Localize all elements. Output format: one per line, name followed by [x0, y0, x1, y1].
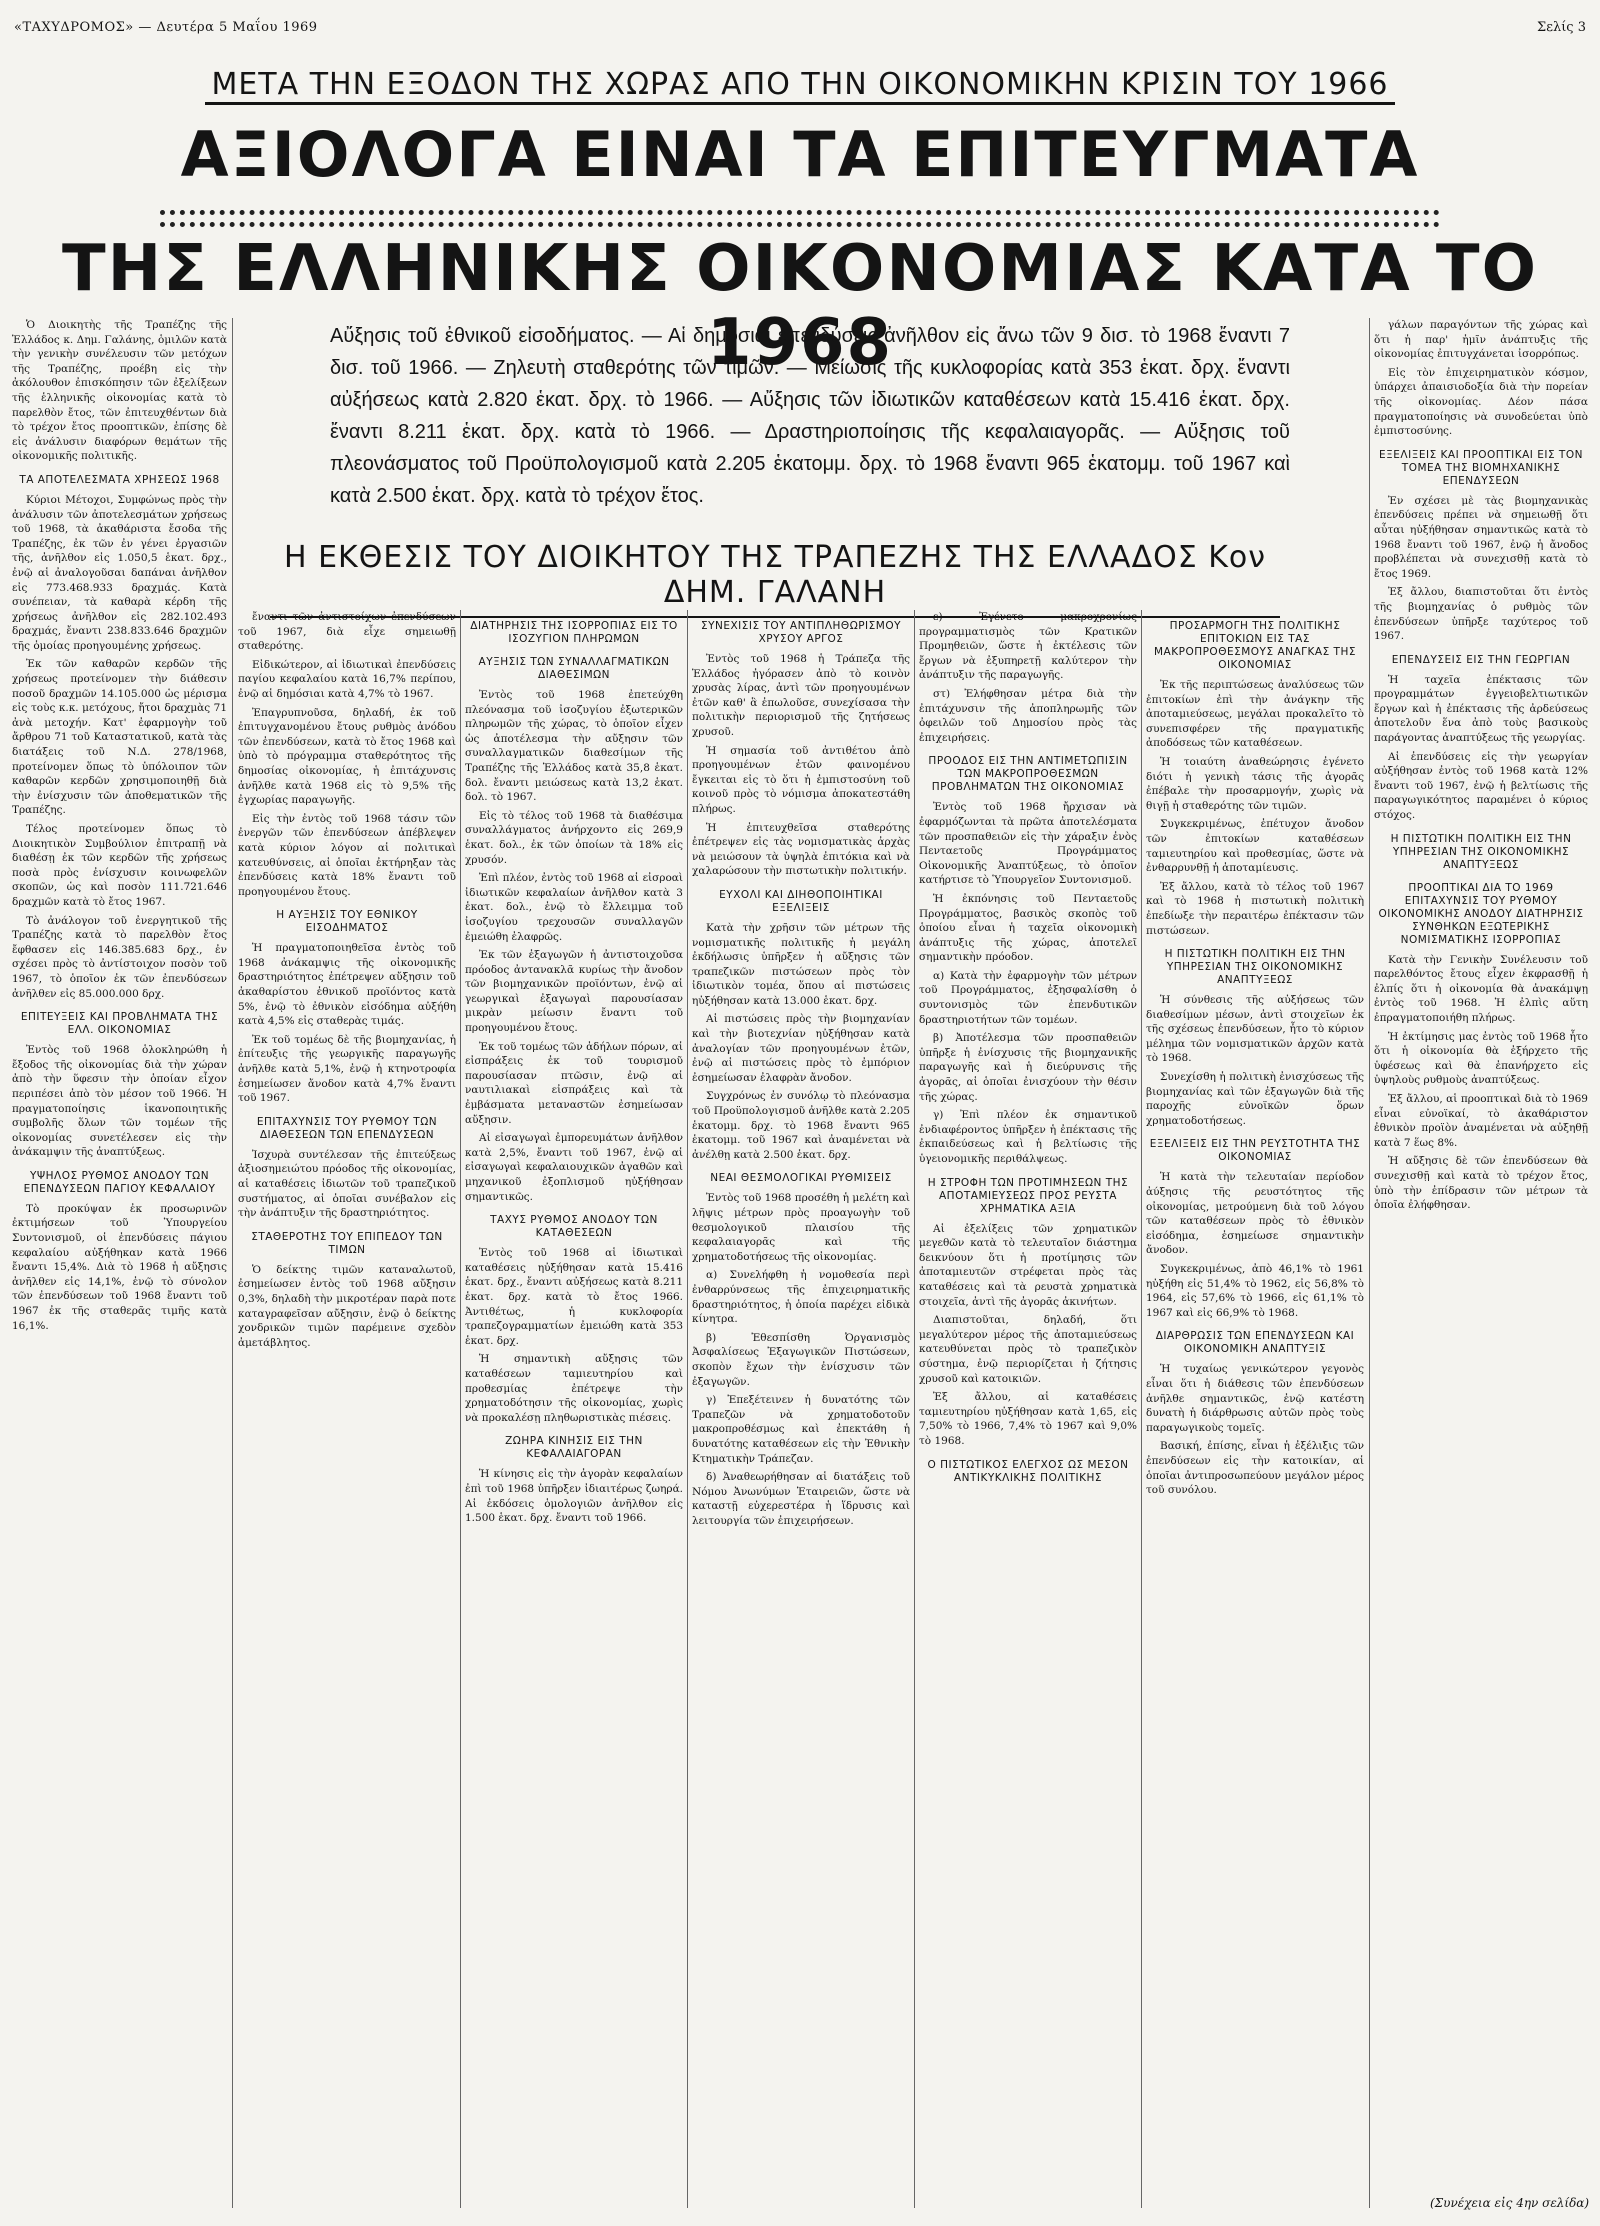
section-heading: ΠΡΟΟΠΤΙΚΑΙ ΔΙΑ ΤΟ 1969 ΕΠΙΤΑΧΥΝΣΙΣ ΤΟΥ ΡΥΘΜΟΥ ΟΙΚΟΝΟΜΙΚΗΣ ΑΝΟΔΟΥ ΔΙΑΤΗΡΗΣΙΣ ΣΥΝΘΗΚΩΝ ΕΞΩΤΕΡΙΚΗΣ ΝΟΜΙΣΜΑΤΙΚΗΣ ΙΣΟΡΡΟΠΙΑΣ [1378, 881, 1584, 946]
article-column-7 [1374, 318, 1588, 2208]
paragraph: Ἐκ τοῦ τομέως τῶν ἀδήλων πόρων, αἱ εἰσπράξεις ἐκ τοῦ τουρισμοῦ παρουσίασαν πτῶσιν, ἐνῷ αἱ ναυτιλιακαὶ εἰσπράξεις καὶ τὰ ἐμβάσματα μεταναστῶν ἐσημείωσαν αὔξησιν. [465, 1040, 683, 1126]
paragraph: Αἱ εἰσαγωγαὶ ἐμπορευμάτων ἀνῆλθον κατὰ 2,5%, ἔναντι τοῦ 1967, ἐνῷ αἱ εἰσαγωγαὶ κεφαλαιουχικῶν ἀγαθῶν καὶ μηχανικοῦ ἐξοπλισμοῦ ηὐξήθησαν σημαντικῶς. [465, 1132, 683, 1203]
section-heading: ΑΥΞΗΣΙΣ ΤΩΝ ΣΥΝΑΛΛΑΓΜΑΤΙΚΩΝ ΔΙΑΘΕΣΙΜΩΝ [478, 656, 670, 681]
section-heading: ΕΠΙΤΕΥΞΕΙΣ ΚΑΙ ΠΡΟΒΛΗΜΑΤΑ ΤΗΣ ΕΛΛ. ΟΙΚΟΝΟΜΙΑΣ [20, 1011, 219, 1037]
section-heading: ΕΥΧΟΛΙ ΚΑΙ ΔΙΗΘΟΠΟΙΗΤΙΚΑΙ ΕΞΕΛΙΞΕΙΣ [719, 888, 883, 914]
paragraph: Ἐντὸς τοῦ 1968 ἤρχισαν νὰ ἐφαρμόζωνται τὰ πρῶτα ἀποτελέσματα τῶν προσπαθειῶν εἰς τὴν χάραξιν ἐνὸς Πενταετοῦς Προγράμματος Οἰκονομικῆς Ἀναπτύξεως, τὸ ὁποῖον κατήρτισε τὸ Ὑπουργεῖον Συντονισμοῦ. [919, 801, 1137, 887]
masthead-date: «ΤΑΧΥΔΡΟΜΟΣ» — Δευτέρα 5 Μαΐου 1969 [14, 20, 318, 35]
article-column-4 [692, 610, 910, 2208]
paragraph: Αἱ ἐξελίξεις τῶν χρηματικῶν μεγεθῶν κατὰ τὸ τελευταῖον διάστημα δεικνύουν ὅτι ἡ προτίμησις τῶν ἀποταμιευτῶν στρέφεται πρὸς τὰς καταθέσεις καὶ τὰ ρευστὰ χρηματικὰ στοιχεῖα, ἀντὶ τῆς ἀγορᾶς ἀκινήτων. [919, 1222, 1137, 1308]
article-column-1 [12, 318, 227, 2208]
paragraph: Κατὰ τὴν Γενικὴν Συνέλευσιν τοῦ παρελθόντος ἔτους εἶχεν ἐκφρασθῇ ἡ ἐλπίς ὅτι ἡ οἰκονομία θὰ ἀνακάμψῃ ἐντὸς τοῦ 1968. Ἡ ἐλπὶς αὕτη ἐπραγματοποιήθη πλήρως. [1374, 953, 1588, 1024]
paragraph: Ἐπαγρυπνοῦσα, δηλαδή, ἐκ τοῦ ἐπιτυγχανομένου ἔτους ρυθμὸς ἀνόδου τῶν ἐπενδύσεων, κατὰ τὸ ἔτος 1968 καὶ ὑπὸ τὸ πρόγραμμα σταθερότητος τῆς δημοσίας οἰκονομίας, ἡ ἐπιτάχυνσις ἀνῆλθε κατὰ 1968 εἰς τὸ 9,5% τῆς ἐγχωρίας παραγωγῆς. [238, 706, 456, 807]
paragraph: Ἐξ ἄλλου, αἱ καταθέσεις ταμιευτηρίου ηὐξήθησαν κατὰ 1,65, εἰς 7,50% τὸ 1966, 7,4% τὸ 1967 καὶ 9,0% τὸ 1968. [919, 1391, 1137, 1447]
paragraph: Ἡ αὔξησις δὲ τῶν ἐπενδύσεων θὰ συνεχισθῇ καὶ κατὰ τὸ τρέχον ἔτος, ὑπὸ τὴν ἐπίδρασιν τῶν μέτρων τὰ ὁποῖα ἐλήφθησαν. [1374, 1155, 1588, 1212]
column-divider [914, 610, 915, 2208]
paragraph: Ἡ τυχαίως γενικώτερον γεγονὸς εἶναι ὅτι ἡ διάθεσις τῶν ἐπενδύσεων ἀνῆλθε σημαντικῶς, ἐνῷ κατέστη δυνατὴ ἡ διάρθρωσις αὐτῶν πρὸς τοὺς παραγωγικοὺς τομεῖς. [1146, 1363, 1364, 1434]
section-heading: ΔΙΑΡΘΡΩΣΙΣ ΤΩΝ ΕΠΕΝΔΥΣΕΩΝ ΚΑΙ ΟΙΚΟΝΟΜΙΚΗ ΑΝΑΠΤΥΞΙΣ [1155, 1330, 1355, 1356]
section-heading: ΤΑ ΑΠΟΤΕΛΕΣΜΑΤΑ ΧΡΗΣΕΩΣ 1968 [19, 473, 220, 486]
paragraph: Κατὰ τὴν χρῆσιν τῶν μέτρων τῆς νομισματικῆς πολιτικῆς ἡ μεγάλη ἐκδήλωσις ὑπῆρξεν ἡ αὔξησις τῶν τραπεζικῶν πιστώσεων πρὸς τὸν ἰδιωτικὸν τομέα, ὅπου αἱ πιστώσεις ηὐξήθησαν κατὰ 13.000 ἑκατ. δρχ. [692, 921, 910, 1007]
paragraph: Ἡ σημαντικὴ αὔξησις τῶν καταθέσεων ταμιευτηρίου καὶ προθεσμίας ἐπέτρεψε τὴν χρηματοδότησιν τῆς οἰκονομίας, χωρὶς νὰ προκαλέσῃ πληθωριστικὰς πιέσεις. [465, 1353, 683, 1424]
paragraph: δ) Ἀναθεωρήθησαν αἱ διατάξεις τοῦ Νόμου Ἀνωνύμων Ἑταιρειῶν, ὥστε νὰ καταστῇ εὐχερεστέρα ἡ ἵδρυσις καὶ λειτουργία τῶν ἐπιχειρήσεων. [692, 1471, 910, 1527]
section-heading: Ο ΠΙΣΤΩΤΙΚΟΣ ΕΛΕΓΧΟΣ ΩΣ ΜΕΣΟΝ ΑΝΤΙΚΥΚΛΙΚΗΣ ΠΟΛΙΤΙΚΗΣ [927, 1458, 1129, 1484]
paragraph: Αἱ πιστώσεις πρὸς τὴν βιομηχανίαν καὶ τὴν βιοτεχνίαν ηὐξήθησαν κατὰ ἀναλογίαν τῶν προηγουμένων ἐτῶν, ἐνῷ αἱ πιστώσεις πρὸς τὸ ἐμπόριον ἐσημείωσαν ἐλαφρὰν ἄνοδον. [692, 1013, 910, 1084]
paragraph: Ἡ κατὰ τὴν τελευταίαν περίοδον ἀύξησις τῆς ρευστότητος τῆς οἰκονομίας, μετρούμενη διὰ τοῦ λόγου τῶν καταθέσεων πρὸς τὸ ἐθνικὸν εἰσόδημα, ἐσημείωσε σημαντικὴν ἄνοδον. [1146, 1171, 1364, 1257]
column-divider [1369, 318, 1370, 2208]
section-heading: ΕΞΕΛΙΞΕΙΣ ΕΙΣ ΤΗΝ ΡΕΥΣΤΟΤΗΤΑ ΤΗΣ ΟΙΚΟΝΟΜΙΑΣ [1149, 1138, 1361, 1164]
paragraph: γ) Ἐπεξέτεινεν ἡ δυνατότης τῶν Τραπεζῶν νὰ χρηματοδοτοῦν μακροπροθέσμως καὶ ἐπεκτάθη ἡ δυνατότης καταθέσεων εἰς τὴν Ἐθνικὴν Κτηματικὴν Τράπεζαν. [692, 1394, 910, 1465]
paragraph: Ἐκ τῶν ἐξαγωγῶν ἡ ἀντιστοιχοῦσα πρόοδος ἀντανακλᾶ κυρίως τὴν ἄνοδον τῶν βιομηχανικῶν προϊόντων, ἐνῷ αἱ γεωργικαὶ ἐξαγωγαὶ παρουσίασαν μικρὰν μείωσιν ἔναντι τοῦ προηγουμένου ἔτους. [465, 949, 683, 1035]
article-column-2 [238, 610, 456, 2208]
headline-divider-2 [160, 222, 1440, 227]
paragraph: στ) Ἐλήφθησαν μέτρα διὰ τὴν ἐπιτάχυνσιν τῆς ἀποπληρωμῆς τῶν ὀφειλῶν τοῦ Δημοσίου πρὸς τὰς ἐπιχειρήσεις. [919, 687, 1137, 744]
paragraph: Αἱ ἐπενδύσεις εἰς τὴν γεωργίαν αὐξήθησαν ἐντὸς τοῦ 1968 κατὰ 12% ἔναντι τοῦ 1967, ἐνῷ ἡ βελτίωσις τῆς παραγωγικότητος παραμένει ὁ κύριος στόχος. [1374, 750, 1588, 822]
section-heading: ΕΞΕΛΙΞΕΙΣ ΚΑΙ ΠΡΟΟΠΤΙΚΑΙ ΕΙΣ ΤΟΝ ΤΟΜΕΑ ΤΗΣ ΒΙΟΜΗΧΑΝΙΚΗΣ ΕΠΕΝΔΥΣΕΩΝ [1379, 448, 1583, 487]
paragraph: γ) Ἐπὶ πλέον ἐκ σημαντικοῦ ἐνδιαφέροντος ὑπῆρξεν ἡ ἐπέκτασις τῆς ἐκπαιδεύσεως καὶ ἡ βελτίωσις τῆς ὑγειονομικῆς περιθάλψεως. [919, 1109, 1137, 1165]
section-heading: ΥΨΗΛΟΣ ΡΥΘΜΟΣ ΑΝΟΔΟΥ ΤΩΝ ΕΠΕΝΔΥΣΕΩΝ ΠΑΓΙΟΥ ΚΕΦΑΛΑΙΟΥ [23, 1169, 216, 1195]
section-heading: ΝΕΑΙ ΘΕΣΜΟΛΟΓΙΚΑΙ ΡΥΘΜΙΣΕΙΣ [710, 1172, 892, 1185]
section-heading: ΕΠΕΝΔΥΣΕΙΣ ΕΙΣ ΤΗΝ ΓΕΩΡΓΙΑΝ [1391, 653, 1571, 666]
paragraph: Ἐκ τῶν καθαρῶν κερδῶν τῆς χρήσεως προτείνομεν τὴν διάθεσιν ποσοῦ δραχμῶν 14.105.000 ὡς μέρισμα εἰς τοὺς κ.κ. μετόχους, ἤτοι δραχμὰς 71 ἀνὰ μετοχήν. Κατ' ἐφαρμογὴν τοῦ ἄρθρου 71 τοῦ Καταστατικοῦ, κατὰ τὰς διατάξεις τοῦ Ν.Δ. 278/1968, προτείνομεν ὅπως τὸ ὑπόλοιπον τῶν καθαρῶν κερδῶν χρησιμοποιηθῇ διὰ τὴν ἐνίσχυσιν τῶν ἀποθεματικῶν τῆς Τραπέζης. [12, 658, 227, 817]
paragraph: Διαπιστοῦται, δηλαδή, ὅτι μεγαλύτερον μέρος τῆς ἀποταμιεύσεως κατευθύνεται πρὸς τὸ τραπεζικὸν σύστημα, ἐνῷ περιορίζεται ἡ ζήτησις χρυσοῦ καὶ κατοικιῶν. [919, 1314, 1137, 1385]
subheadline: Αὔξησις τοῦ ἐθνικοῦ εἰσοδήματος. — Αἱ δημόσιαι ἐπενδύσεις ἀνῆλθον εἰς ἄνω τῶν 9 δισ. τὸ 1968 ἔναντι 7 δισ. τοῦ 1966. — Ζηλευτὴ σταθερότης τῶν τιμῶν. — Μείωσις τῆς κυκλοφορίας κατὰ 353 ἑκατ. δρχ. ἔναντι αὐξήσεως κατὰ 2.820 ἑκατ. δρχ. τὸ 1966. — Αὔξησις τῶν ἰδιωτικῶν καταθέσεων κατὰ 15.416 ἑκατ. δρχ. ἔναντι 8.211 ἑκατ. δρχ. κατὰ τὸ 1966. — Δραστηριοποίησις τῆς κεφαλαιαγορᾶς. — Αὔξησις τοῦ πλεονάσματος τοῦ Προϋπολογισμοῦ κατὰ 2.205 ἑκατομμ. δρχ. τὸ 1968 ἔναντι 965 ἑκατομμ. τοῦ 1967 καὶ κατὰ 2.500 ἑκατ. δρχ. κατὰ τὸ τρέχον ἔτος. [330, 325, 1290, 507]
paragraph: Ἡ σημασία τοῦ ἀντιθέτου ἀπὸ προηγουμένων ἐτῶν φαινομένου ἔγκειται εἰς τὸ ὅτι ἡ ἐμπιστοσύνη τοῦ κοινοῦ πρὸς τὸ νόμισμα ἀποκατεστάθη πλήρως. [692, 744, 910, 815]
section-heading: Η ΠΙΣΤΩΤΙΚΗ ΠΟΛΙΤΙΚΗ ΕΙΣ ΤΗΝ ΥΠΗΡΕΣΙΑΝ ΤΗΣ ΟΙΚΟΝΟΜΙΚΗΣ ΑΝΑΠΤΥΞΕΩΣ [1390, 832, 1572, 871]
section-heading: Η ΣΤΡΟΦΗ ΤΩΝ ΠΡΟΤΙΜΗΣΕΩΝ ΤΗΣ ΑΠΟΤΑΜΙΕΥΣΕΩΣ ΠΡΟΣ ΡΕΥΣΤΑ ΧΡΗΜΑΤΙΚΑ ΑΞΙΑ [927, 1176, 1129, 1215]
article-column-3 [465, 610, 683, 2208]
column-divider [1141, 610, 1142, 2208]
paragraph: Ἐν σχέσει μὲ τὰς βιομηχανικὰς ἐπενδύσεις πρέπει νὰ σημειωθῇ ὅτι αὗται ηὐξήθησαν σημαντικῶς κατὰ τὸ 1968 ἔναντι τοῦ 1967, ἐνῷ ἡ ἄνοδος προβλέπεται νὰ συνεχισθῇ κατὰ τὸ ἔτος 1969. [1374, 494, 1588, 580]
section-heading: Η ΠΙΣΤΩΤΙΚΗ ΠΟΛΙΤΙΚΗ ΕΙΣ ΤΗΝ ΥΠΗΡΕΣΙΑΝ ΤΗΣ ΟΙΚΟΝΟΜΙΚΗΣ ΑΝΑΠΤΥΞΕΩΣ [1164, 948, 1346, 987]
section-heading: ΠΡΟΣΑΡΜΟΓΗ ΤΗΣ ΠΟΛΙΤΙΚΗΣ ΕΠΙΤΟΚΙΩΝ ΕΙΣ ΤΑΣ ΜΑΚΡΟΠΡΟΘΕΣΜΟΥΣ ΑΝΑΓΚΑΣ ΤΗΣ ΟΙΚΟΝΟΜΙΑΣ [1153, 620, 1356, 671]
section-heading: ΖΩΗΡΑ ΚΙΝΗΣΙΣ ΕΙΣ ΤΗΝ ΚΕΦΑΛΑΙΑΓΟΡΑΝ [505, 1435, 643, 1461]
paragraph: Συνεχίσθη ἡ πολιτικὴ ἐνισχύσεως τῆς βιομηχανίας καὶ τῶν ἐξαγωγῶν διὰ τῆς παροχῆς εὐνοϊκῶν ὅρων χρηματοδοτήσεως. [1146, 1071, 1364, 1127]
paragraph: Συγκεκριμένως, ἀπὸ 46,1% τὸ 1961 ηὐξήθη εἰς 51,4% τὸ 1962, εἰς 56,8% τὸ 1964, εἰς 57,6% τὸ 1966, εἰς 61,1% τὸ 1967 καὶ εἰς 66,9% τὸ 1968. [1146, 1263, 1364, 1319]
paragraph: ε) Ἐγένετο μακροχρονίως προγραμματισμὸς τῶν Κρατικῶν Προμηθειῶν, ὥστε ἡ ἐκτέλεσις τῶν ἔργων νὰ ἐξυπηρετῇ καλύτερον τὴν ἀνάπτυξιν τῆς παραγωγῆς. [919, 611, 1137, 682]
paragraph: α) Κατὰ τὴν ἐφαρμογὴν τῶν μέτρων τοῦ Προγράμματος, ἐξησφαλίσθη ὁ συντονισμὸς τῶν ἐπενδυτικῶν δραστηριοτήτων τῶν τομέων. [919, 969, 1137, 1026]
article-column-5 [919, 610, 1137, 2208]
paragraph: Ἡ πραγματοποιηθεῖσα ἐντὸς τοῦ 1968 ἀνάκαμψις τῆς οἰκονομικῆς δραστηριότητος ἐπέτρεψεν αὔξησιν τοῦ ἀκαθαρίστου ἐθνικοῦ προϊόντος κατὰ 5%, ἐνῷ τὸ ἐθνικὸν εἰσόδημα αὐξήθη κατὰ 4,5% εἰς σταθερὰς τιμάς. [238, 942, 456, 1028]
paragraph: Ἰσχυρὰ συντέλεσαν τῆς ἐπιτεύξεως ἀξιοσημειώτου πρόοδος τῆς οἰκονομίας, αἱ καταθέσεις ἰδιωτῶν τοῦ τραπεζικοῦ συστήματος, αἱ ὁποῖαι συνέβαλον εἰς τὴν ἀνάπτυξιν τῆς δραστηριότητος. [238, 1148, 456, 1220]
section-heading: ΤΑΧΥΣ ΡΥΘΜΟΣ ΑΝΟΔΟΥ ΤΩΝ ΚΑΤΑΘΕΣΕΩΝ [490, 1214, 658, 1240]
paragraph: Κύριοι Μέτοχοι, Συμφώνως πρὸς τὴν ἀνάλυσιν τῶν ἀποτελεσμάτων χρήσεως τοῦ 1968, τὰ ἀκαθάριστα ἔσοδα τῆς Τραπέζης, ἐκ τῶν ἐν γένει ἐργασιῶν τῆς, ἀνῆλθον εἰς 1.050,5 ἑκατ. δρχ., ἐνῷ αἱ ἀναλογοῦσαι δαπάναι ἀνῆλθον εἰς 773.468.933 δραχμάς. Κατὰ συνέπειαν, τὰ καθαρὰ κέρδη τῆς χρήσεως ἀνῆλθον εἰς 282.102.493 δραχμάς, ἔναντι 238.833.646 δραχμῶν τῆς ὁμοίας προηγουμένης χρήσεως. [12, 493, 227, 652]
paragraph: Τὸ ἀνάλογον τοῦ ἐνεργητικοῦ τῆς Τραπέζης κατὰ τὸ παρελθὸν ἔτος ἔφθασεν εἰς 146.385.683 δρχ., ἐν σχέσει πρὸς τὸ ἀντίστοιχον ποσὸν τοῦ 1967, τὸ ὁποῖον ἐκ τῶν ἐπενδύσεων ἀνῆλθεν εἰς 85.000.000 δρχ. [12, 914, 227, 1000]
article-column-6 [1146, 610, 1364, 2208]
paragraph: Ἡ ταχεῖα ἐπέκτασις τῶν προγραμμάτων ἐγγειοβελτιωτικῶν ἔργων καὶ ἡ ἐπέκτασις τῆς ἀρδεύσεως ἀποτελοῦν ἕνα ἀπὸ τοὺς βασικοὺς παράγοντας ἀναπτύξεως τῆς γεωργίας. [1374, 673, 1588, 745]
paragraph: Συγκεκριμένως, ἐπέτυχον ἄνοδον τῶν ἐπιτοκίων καταθέσεων ταμιευτηρίου καὶ προθεσμίας, ὥστε νὰ ἐνθαρρυνθῇ ἡ ἀποταμίευσις. [1146, 818, 1364, 875]
column-divider [460, 610, 461, 2208]
paragraph: Εἰς τὸν ἐπιχειρηματικὸν κόσμον, ὑπάρχει ἀπαισιοδοξία διὰ τὴν πορείαν τῆς οἰκονομίας. Δέον πάσα πραγματοποίησις νὰ συνοδεύεται ὑπὸ ἐμπιστοσύνης. [1374, 366, 1588, 438]
paragraph: Ἐντὸς τοῦ 1968 ὁλοκληρώθη ἡ ἔξοδος τῆς οἰκονομίας διὰ τὴν χώραν ἀπὸ τὴν ὕφεσιν τὴν ὁποίαν εἶχον περιπέσει ἀπὸ τὸν μέσον τοῦ 1966. Ἡ πραγματοποίησις ἱκανοποιητικῆς συμβολῆς ὅλων τῶν τομέων τῆς οἰκονομίας συνετέλεσεν εἰς τὴν ἀνάκαμψιν τῆς ἀναπτύξεως. [12, 1044, 227, 1159]
column-divider [687, 610, 688, 2208]
section-heading: ΣΤΑΘΕΡΟΤΗΣ ΤΟΥ ΕΠΙΠΕΔΟΥ ΤΩΝ ΤΙΜΩΝ [251, 1230, 443, 1256]
paragraph: Ἐκ τῆς περιπτώσεως ἀναλύσεως τῶν ἐπιτοκίων ἐπὶ τὴν ἀνάγκην τῆς ἀποταμιεύσεως, μεγάλαι προκαλεῖτο τὸ συνεπισφέρεν τῆς πραγματικῆς ἀποδόσεως τῶν καταθέσεων. [1146, 679, 1364, 750]
paragraph: β) Ἀποτέλεσμα τῶν προσπαθειῶν ὑπῆρξε ἡ ἐνίσχυσις τῆς βιομηχανικῆς παραγωγῆς καὶ ἡ διεύρυνσις τῆς ἀγορᾶς, αἱ ὁποῖαι ἐνισχύουν τὴν θέσιν τῆς χώρας. [919, 1032, 1137, 1103]
paragraph: Ἐξ ἄλλου, διαπιστοῦται ὅτι ἐντὸς τῆς βιομηχανίας ὁ ρυθμὸς τῶν ἐπενδύσεων ὑπῆρξε ταχύτερος τοῦ 1967. [1374, 586, 1588, 643]
main-headline-line-1: ΑΞΙΟΛΟΓΑ ΕΙΝΑΙ ΤΑ ΕΠΙΤΕΥΓΜΑΤΑ [180, 118, 1420, 191]
kicker-headline: ΜΕΤΑ ΤΗΝ ΕΞΟΔΟΝ ΤΗΣ ΧΩΡΑΣ ΑΠΟ ΤΗΝ ΟΙΚΟΝΟΜΙΚΗΝ ΚΡΙΣΙΝ ΤΟΥ 1966 [0, 67, 1600, 102]
main-headline-line-2: ΤΗΣ ΕΛΛΗΝΙΚΗΣ ΟΙΚΟΝΟΜΙΑΣ ΚΑΤΑ ΤΟ 1968 [62, 232, 1538, 380]
headline-divider [160, 210, 1440, 215]
paragraph: Εἰδικώτερον, αἱ ἰδιωτικαὶ ἐπενδύσεις παγίου κεφαλαίου κατὰ 16,7% περίπου, ἐνῷ αἱ δημόσιαι κατὰ 4,7% τὸ 1967. [238, 658, 456, 700]
report-banner: Η ΕΚΘΕΣΙΣ ΤΟΥ ΔΙΟΙΚΗΤΟΥ ΤΗΣ ΤΡΑΠΕΖΗΣ ΤΗΣ ΕΛΛΑΔΟΣ Κον ΔΗΜ. ΓΑΛΑΝΗ [270, 540, 1280, 618]
masthead [14, 14, 1586, 38]
paragraph: Ἐξ ἄλλου, κατὰ τὸ τέλος τοῦ 1967 καὶ τὸ 1968 ἡ πιστωτικὴ πολιτικὴ ἐπεδίωξε τὴν περαιτέρω ἐπέκτασιν τῶν πιστώσεων. [1146, 880, 1364, 937]
column-divider [232, 318, 233, 2208]
paragraph: Ἡ ἐκπόνησις τοῦ Πενταετοῦς Προγράμματος, βασικὸς σκοπὸς τοῦ ὁποίου εἶναι ἡ ταχεῖα οἰκονομικὴ ἀνάπτυξις τῆς χώρας, ἀποτελεῖ σημαντικὴν πρόοδον. [919, 892, 1137, 964]
section-heading: ΕΠΙΤΑΧΥΝΣΙΣ ΤΟΥ ΡΥΘΜΟΥ ΤΩΝ ΔΙΑΘΕΣΕΩΝ ΤΩΝ ΕΠΕΝΔΥΣΕΩΝ [256, 1115, 438, 1141]
paragraph: Ἡ ἐκτίμησις μας ἐντὸς τοῦ 1968 ἦτο ὅτι ἡ οἰκονομία θὰ ἐξήρχετο τῆς ὑφέσεως καὶ θὰ ἐπανήρχετο εἰς ὑψηλοὺς ρυθμοὺς ἀναπτύξεως. [1374, 1030, 1588, 1087]
paragraph: Τὸ προκύψαν ἐκ προσωρινῶν ἐκτιμήσεων τοῦ Ὑπουργείου Συντονισμοῦ, οἱ ἐπενδύσεις πάγιου κεφαλαίου αὐξήθηκαν κατὰ 1966 ἔναντι 15,4%. Διὰ τὸ 1968 ἡ αὔξησις ἀνῆλθεν εἰς 14,1%, ἐνῷ τὸ σύνολον τῶν ἐπενδύσεων τοῦ 1968 ἔναντι τοῦ 1967 ἐκ τῆς σταθερᾶς τιμῆς κατὰ 16,1%. [12, 1202, 227, 1332]
paragraph: Ἐντὸς τοῦ 1968 ἡ Τράπεζα τῆς Ἑλλάδος ἠγόρασεν ἀπὸ τὸ κοινὸν χρυσὰς λίρας, ἀντὶ τῶν προηγουμένων ἐτῶν καθ' ἃ ἐπωλοῦσε, συνεχίσασα τὴν πολιτικὴν περιορισμοῦ τῆς ζητήσεως χρυσοῦ. [692, 653, 910, 738]
paragraph: Εἰς τὴν ἐντὸς τοῦ 1968 τάσιν τῶν ἐνεργῶν τῶν ἐπενδύσεων ἀπέβλεψεν κατὰ κύριον λόγον αἱ πολιτικαὶ κατευθύνσεις, αἱ ὁποῖαι ἐκτήρηξαν τὰς ἐπενδύσεις κατὰ 18% ἔναντι τοῦ προηγουμένου ἔτους. [238, 812, 456, 898]
paragraph: Ἡ τοιαύτη ἀναθεώρησις ἐγένετο διότι ἡ γενικὴ τάσις τῆς ἀγορᾶς ἐπέβαλε τὴν προσαρμογήν, χωρὶς νὰ θιγῇ ἡ σταθερότης τῶν τιμῶν. [1146, 755, 1364, 812]
section-heading: ΔΙΑΤΗΡΗΣΙΣ ΤΗΣ ΙΣΟΡΡΟΠΙΑΣ ΕΙΣ ΤΟ ΙΣΟΖΥΓΙΟΝ ΠΛΗΡΩΜΩΝ [470, 620, 678, 645]
paragraph: Ἐντὸς τοῦ 1968 ἐπετεύχθη πλεόνασμα τοῦ ἰσοζυγίου ἐξωτερικῶν πληρωμῶν τῆς χώρας, τὸ ὁποῖον εἶχεν ὡς ἀποτέλεσμα τὴν αὔξησιν τῶν συναλλαγματικῶν διαθεσίμων τῆς Τραπέζης τῆς Ἑλλάδος κατὰ 35,8 ἑκατ. δολ. ἔναντι μειώσεως κατὰ 13,2 ἑκατ. δολ. τὸ 1967. [465, 689, 683, 804]
section-heading: ΣΥΝΕΧΙΣΙΣ ΤΟΥ ΑΝΤΙΠΛΗΘΩΡΙΣΜΟΥ ΧΡΥΣΟΥ ΑΡΓΟΣ [700, 620, 902, 645]
paragraph: Εἰς τὸ τέλος τοῦ 1968 τὰ διαθέσιμα συναλλάγματος ἀνήρχοντο εἰς 269,9 ἑκατ. δολ., ἐκ τῶν ὁποίων τὰ 18% εἰς χρυσόν. [465, 809, 683, 866]
paragraph: Συγχρόνως ἐν συνόλῳ τὸ πλεόνασμα τοῦ Προϋπολογισμοῦ ἀνῆλθε κατὰ 2.205 ἑκατομμ. δρχ. τὸ 1968 ἔναντι 965 ἑκατομμ. τοῦ 1967 καὶ ἀναμένεται νὰ ἀνέλθῃ κατὰ 2.500 ἑκατ. δρχ. [692, 1090, 910, 1161]
continued-note: (Συνέχεια εἰς 4ην σελίδα) [1430, 2196, 1590, 2210]
paragraph: Ἡ ἐπιτευχθεῖσα σταθερότης ἐπέτρεψεν εἰς τὰς νομισματικὰς ἀρχὰς νὰ μειώσουν τὰ ὑψηλὰ ἐπιτόκια καὶ νὰ χαλαρώσουν τὴν πιστωτικὴν πολιτικήν. [692, 821, 910, 878]
page-number: Σελίς 3 [1537, 20, 1586, 35]
paragraph: Βασική, ἐπίσης, εἶναι ἡ ἐξέλιξις τῶν ἐπενδύσεων εἰς τὴν κατοικίαν, αἱ ὁποῖαι ἀντιπροσωπεύουν μεγάλον μέρος τοῦ συνόλου. [1146, 1440, 1364, 1497]
paragraph: Ἡ κίνησις εἰς τὴν ἀγορὰν κεφαλαίων ἐπὶ τοῦ 1968 ὑπῆρξεν ἰδιαιτέρως ζωηρά. Αἱ ἐκδόσεις ὁμολογιῶν ἀνῆλθον εἰς 1.500 ἑκατ. δρχ. ἔναντι τοῦ 1966. [465, 1468, 683, 1525]
section-heading: ΠΡΟΟΔΟΣ ΕΙΣ ΤΗΝ ΑΝΤΙΜΕΤΩΠΙΣΙΝ ΤΩΝ ΜΑΚΡΟΠΡΟΘΕΣΜΩΝ ΠΡΟΒΛΗΜΑΤΩΝ ΤΗΣ ΟΙΚΟΝΟΜΙΑΣ [928, 755, 1128, 794]
paragraph: Ἐπὶ πλέον, ἐντὸς τοῦ 1968 αἱ εἰσροαὶ ἰδιωτικῶν κεφαλαίων ἀνῆλθον κατὰ 3 ἑκατ. δολ., ἐνῷ τὸ ἔλλειμμα τοῦ ἰσοζυγίου τρεχουσῶν συναλλαγῶν ἐμειώθη ἐλαφρῶς. [465, 872, 683, 943]
paragraph: β) Ἐθεσπίσθη Ὀργανισμὸς Ἀσφαλίσεως Ἐξαγωγικῶν Πιστώσεων, σκοπὸν ἔχων τὴν ἐνίσχυσιν τῶν ἐξαγωγῶν. [692, 1331, 910, 1388]
paragraph: α) Συνελήφθη ἡ νομοθεσία περὶ ἐνθαρρύνσεως τῆς ἐπιχειρηματικῆς δραστηριότητος, ἡ ὁποία παρέχει εἰδικὰ κίνητρα. [692, 1269, 910, 1326]
paragraph: γάλων παραγόντων τῆς χώρας καὶ ὅτι ἡ παρ' ἡμῖν ἀνάπτυξις τῆς οἰκονομίας ἐπιτυγχάνεται ἰσορρόπως. [1374, 319, 1588, 361]
paragraph: Τέλος προτείνομεν ὅπως τὸ Διοικητικὸν Συμβούλιον ἐπιτραπῇ νὰ διαθέσῃ ἐκ τῶν κερδῶν τῆς χρήσεως ποσὰ πρὸς ἐνίσχυσιν κοινωφελῶν σκοπῶν, ὡς καὶ ποσὸν 111.721.646 δραχμῶν κατὰ τὸ ἔτος 1967. [12, 823, 227, 908]
paragraph: ἔναντι τῶν ἀντιστοίχων ἐπενδύσεων τοῦ 1967, διὰ εἶχε σημειωθῇ σταθερότης. [238, 611, 456, 653]
paragraph: Ἐξ ἄλλου, αἱ προοπτικαὶ διὰ τὸ 1969 εἶναι εὐνοϊκαί, τὸ ἀκαθάριστον ἐθνικὸν προϊὸν ἀναμένεται νὰ αὐξηθῇ κατὰ 7 ἕως 8%. [1374, 1092, 1588, 1149]
paragraph: Ὁ Διοικητὴς τῆς Τραπέζης τῆς Ἑλλάδος κ. Δημ. Γαλάνης, ὁμιλῶν κατὰ τὴν γενικὴν συνέλευσιν τῶν μετόχων τῆς Τραπέζης, προέβη εἰς τὴν ἀκόλουθον ἐπισκόπησιν τῶν ἐξελίξεων τῆς ἑλληνικῆς οἰκονομίας κατὰ τὸ παρελθὸν ἔτος, τῶν ἐπιτευχθέντων διὰ τὸ τρέχον ἔτος προοπτικῶν, ἐπίσης δὲ εἰς ἀνάλυσιν διαφόρων θεμάτων τῆς οἰκονομικῆς πολιτικῆς. [12, 319, 227, 463]
section-heading: Η ΑΥΞΗΣΙΣ ΤΟΥ ΕΘΝΙΚΟΥ ΕΙΣΟΔΗΜΑΤΟΣ [276, 909, 418, 935]
paragraph: Ἐντὸς τοῦ 1968 αἱ ἰδιωτικαὶ καταθέσεις ηὐξήθησαν κατὰ 15.416 ἑκατ. δρχ., ἔναντι αὐξήσεως κατὰ 8.211 ἑκατ. δρχ. κατὰ τὸ ἔτος 1966. Ἀντιθέτως, ἡ κυκλοφορία τραπεζογραμματίων ἐμειώθη κατὰ 353 ἑκατ. δρχ. [465, 1247, 683, 1347]
paragraph: Ὁ δείκτης τιμῶν καταναλωτοῦ, ἐσημείωσεν ἐντὸς τοῦ 1968 αὔξησιν 0,3%, δηλαδὴ τὴν μικροτέραν παρὰ ποτε καταγραφεῖσαν αὔξησιν, ἐνῷ ὁ δείκτης χονδρικῶν τιμῶν παρέμεινε σχεδὸν ἀμετάβλητος. [238, 1263, 456, 1349]
paragraph: Ἡ σύνθεσις τῆς αὐξήσεως τῶν διαθεσίμων μέσων, ἀντὶ στοιχεῖων ἐκ τῆς σχέσεως ἐπενδύσεων, ἦτο τὸ κύριον μέλημα τῶν νομισματικῶν ἀρχῶν κατὰ τὸ 1968. [1146, 994, 1364, 1065]
paragraph: Ἐκ τοῦ τομέως δὲ τῆς βιομηχανίας, ἡ ἐπίτευξις τῆς γεωργικῆς παραγωγῆς ἀνῆλθε κατὰ 5,1%, ἐνῷ ἡ κτηνοτροφία ἐσημείωσεν ἄνοδον κατὰ 4,7% ἔναντι τοῦ 1967. [238, 1033, 456, 1105]
paragraph: Ἐντὸς τοῦ 1968 προσέθη ἡ μελέτη καὶ λῆψις μέτρων πρὸς προαγωγὴν τοῦ θεσμολογικοῦ πλαισίου τῆς κεφαλαιαγορᾶς καὶ τῆς χρηματοδοτήσεως τῆς οἰκονομίας. [692, 1192, 910, 1263]
